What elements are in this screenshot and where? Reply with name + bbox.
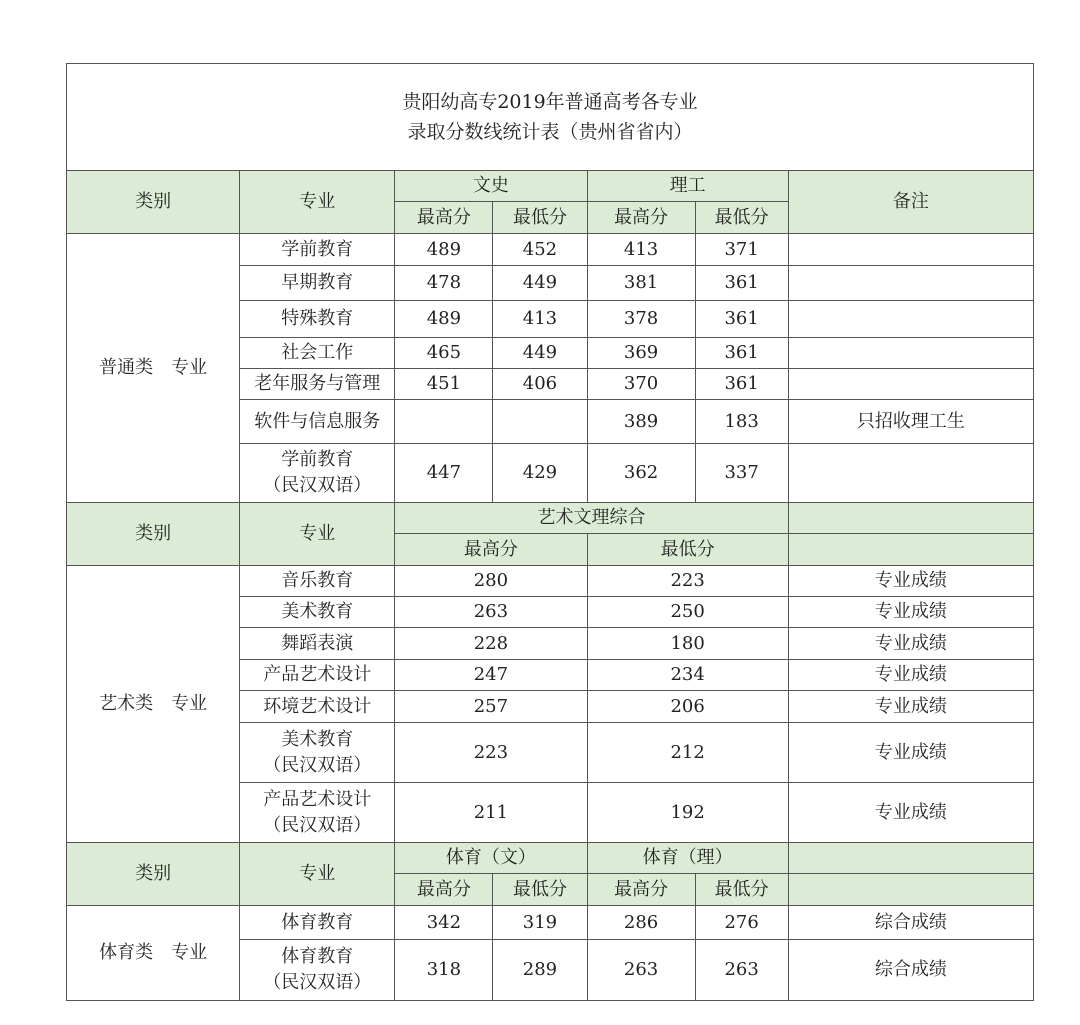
- major-name: 舞蹈表演: [240, 628, 395, 660]
- cell-wen-max: [395, 400, 493, 444]
- header-major: 专业: [240, 503, 395, 566]
- cell-min: 234: [587, 660, 788, 691]
- cell-li-min: 361: [695, 338, 788, 369]
- cell-remark: 专业成绩: [788, 597, 1033, 628]
- cell-remark: 只招收理工生: [788, 400, 1033, 444]
- header-group-2: 体育（理）: [587, 843, 788, 874]
- header-row: [67, 171, 1034, 202]
- major-name-line: 产品艺术设计: [263, 788, 372, 810]
- header-max: 最高分: [587, 202, 695, 234]
- cell-li-max: 286: [587, 906, 695, 940]
- major-name: 美术教育: [240, 597, 395, 628]
- cell-li-min: 361: [695, 266, 788, 301]
- header-min: 最低分: [493, 202, 587, 234]
- cell-li-min: 183: [695, 400, 788, 444]
- table-title: [66, 63, 1034, 170]
- table-row: [67, 234, 1034, 266]
- header-max: 最高分: [587, 874, 695, 906]
- cell-remark: [788, 266, 1033, 301]
- header-remark-2: [788, 874, 1033, 906]
- cell-wen-min: 452: [493, 234, 587, 266]
- major-name: 产品艺术设计: [240, 660, 395, 691]
- cell-remark: 专业成绩: [788, 566, 1033, 597]
- major-name: 学前教育: [240, 234, 395, 266]
- cell-wen-min: 289: [493, 940, 587, 1001]
- header-category: 类别: [67, 503, 240, 566]
- cell-remark: 专业成绩: [788, 691, 1033, 723]
- cell-wen-max: 447: [395, 444, 493, 503]
- major-name-line: （民汉双语）: [263, 475, 372, 496]
- header-min: 最低分: [695, 202, 788, 234]
- header-art-combined: 艺术文理综合: [395, 503, 788, 534]
- major-name: [240, 723, 395, 783]
- title-line-2: 录取分数线统计表（贵州省省内）: [407, 121, 693, 143]
- major-name-line: （民汉双语）: [263, 972, 372, 993]
- header-major: 专业: [240, 171, 395, 234]
- cell-wen-max: 318: [395, 940, 493, 1001]
- cell-remark: [788, 234, 1033, 266]
- cell-li-max: 263: [587, 940, 695, 1001]
- cell-li-min: 276: [695, 906, 788, 940]
- cell-min: 192: [587, 783, 788, 843]
- cell-wen-max: 489: [395, 301, 493, 338]
- header-row: [67, 503, 1034, 534]
- cell-wen-min: 449: [493, 338, 587, 369]
- cell-min: 223: [587, 566, 788, 597]
- header-min: 最低分: [493, 874, 587, 906]
- header-major: 专业: [240, 843, 395, 906]
- table-row: [67, 566, 1034, 597]
- cell-wen-min: 319: [493, 906, 587, 940]
- cell-remark: 专业成绩: [788, 628, 1033, 660]
- major-name: [240, 444, 395, 503]
- major-name: 软件与信息服务: [240, 400, 395, 444]
- cell-min: 212: [587, 723, 788, 783]
- cell-max: 247: [395, 660, 587, 691]
- cell-li-min: 263: [695, 940, 788, 1001]
- cell-li-max: 389: [587, 400, 695, 444]
- header-group-1: 体育（文）: [395, 843, 587, 874]
- header-max: 最高分: [395, 202, 493, 234]
- cell-remark: 专业成绩: [788, 723, 1033, 783]
- major-name: 音乐教育: [240, 566, 395, 597]
- major-name-line: 美术教育: [281, 728, 354, 750]
- cell-remark: 综合成绩: [788, 906, 1033, 940]
- cell-remark: [788, 369, 1033, 400]
- cell-remark: 专业成绩: [788, 783, 1033, 843]
- major-name: 体育教育: [240, 906, 395, 940]
- category-art: 艺术类 专业: [67, 566, 240, 843]
- cell-li-max: 381: [587, 266, 695, 301]
- cell-li-max: 413: [587, 234, 695, 266]
- header-remark: 备注: [788, 171, 1033, 234]
- header-remark-2: [788, 534, 1033, 566]
- cell-li-max: 370: [587, 369, 695, 400]
- major-name: 早期教育: [240, 266, 395, 301]
- header-group-2: 理工: [587, 171, 788, 202]
- category-sport: 体育类 专业: [67, 906, 240, 1001]
- cell-wen-max: 465: [395, 338, 493, 369]
- major-name: 特殊教育: [240, 301, 395, 338]
- cell-max: 280: [395, 566, 587, 597]
- header-category: 类别: [67, 843, 240, 906]
- header-min: 最低分: [695, 874, 788, 906]
- cell-wen-min: [493, 400, 587, 444]
- cell-li-min: 371: [695, 234, 788, 266]
- cell-min: 180: [587, 628, 788, 660]
- category-general: 普通类 专业: [67, 234, 240, 503]
- header-category: 类别: [67, 171, 240, 234]
- cell-li-min: 337: [695, 444, 788, 503]
- major-name: 老年服务与管理: [240, 369, 395, 400]
- header-remark: [788, 503, 1033, 534]
- cell-remark: 综合成绩: [788, 940, 1033, 1001]
- major-name-line: （民汉双语）: [263, 754, 372, 776]
- cell-li-min: 361: [695, 369, 788, 400]
- cell-wen-max: 489: [395, 234, 493, 266]
- header-max: 最高分: [395, 874, 493, 906]
- cell-max: 263: [395, 597, 587, 628]
- title-line-1: 贵阳幼高专2019年普通高考各专业: [402, 91, 698, 113]
- cell-li-max: 369: [587, 338, 695, 369]
- cell-wen-min: 413: [493, 301, 587, 338]
- cell-max: 257: [395, 691, 587, 723]
- cell-remark: [788, 301, 1033, 338]
- cell-min: 206: [587, 691, 788, 723]
- major-name: [240, 940, 395, 1001]
- cell-li-min: 361: [695, 301, 788, 338]
- header-min: 最低分: [587, 534, 788, 566]
- cell-remark: 专业成绩: [788, 660, 1033, 691]
- cell-wen-max: 478: [395, 266, 493, 301]
- major-name-line: （民汉双语）: [263, 814, 372, 836]
- cell-remark: [788, 444, 1033, 503]
- major-name: 环境艺术设计: [240, 691, 395, 723]
- header-row: [67, 843, 1034, 874]
- cell-wen-min: 429: [493, 444, 587, 503]
- cell-li-max: 378: [587, 301, 695, 338]
- cell-li-max: 362: [587, 444, 695, 503]
- header-group-1: 文史: [395, 171, 587, 202]
- header-max: 最高分: [395, 534, 587, 566]
- cell-max: 211: [395, 783, 587, 843]
- cell-wen-max: 451: [395, 369, 493, 400]
- cell-wen-min: 406: [493, 369, 587, 400]
- score-table-document: [66, 63, 1034, 1001]
- major-name-line: 体育教育: [281, 946, 354, 967]
- cell-wen-max: 342: [395, 906, 493, 940]
- major-name: 社会工作: [240, 338, 395, 369]
- cell-wen-min: 449: [493, 266, 587, 301]
- cell-max: 228: [395, 628, 587, 660]
- cell-remark: [788, 338, 1033, 369]
- major-name: [240, 783, 395, 843]
- header-remark: [788, 843, 1033, 874]
- cell-min: 250: [587, 597, 788, 628]
- cell-max: 223: [395, 723, 587, 783]
- score-table: [66, 170, 1034, 1001]
- table-row: [67, 906, 1034, 940]
- major-name-line: 学前教育: [281, 449, 354, 470]
